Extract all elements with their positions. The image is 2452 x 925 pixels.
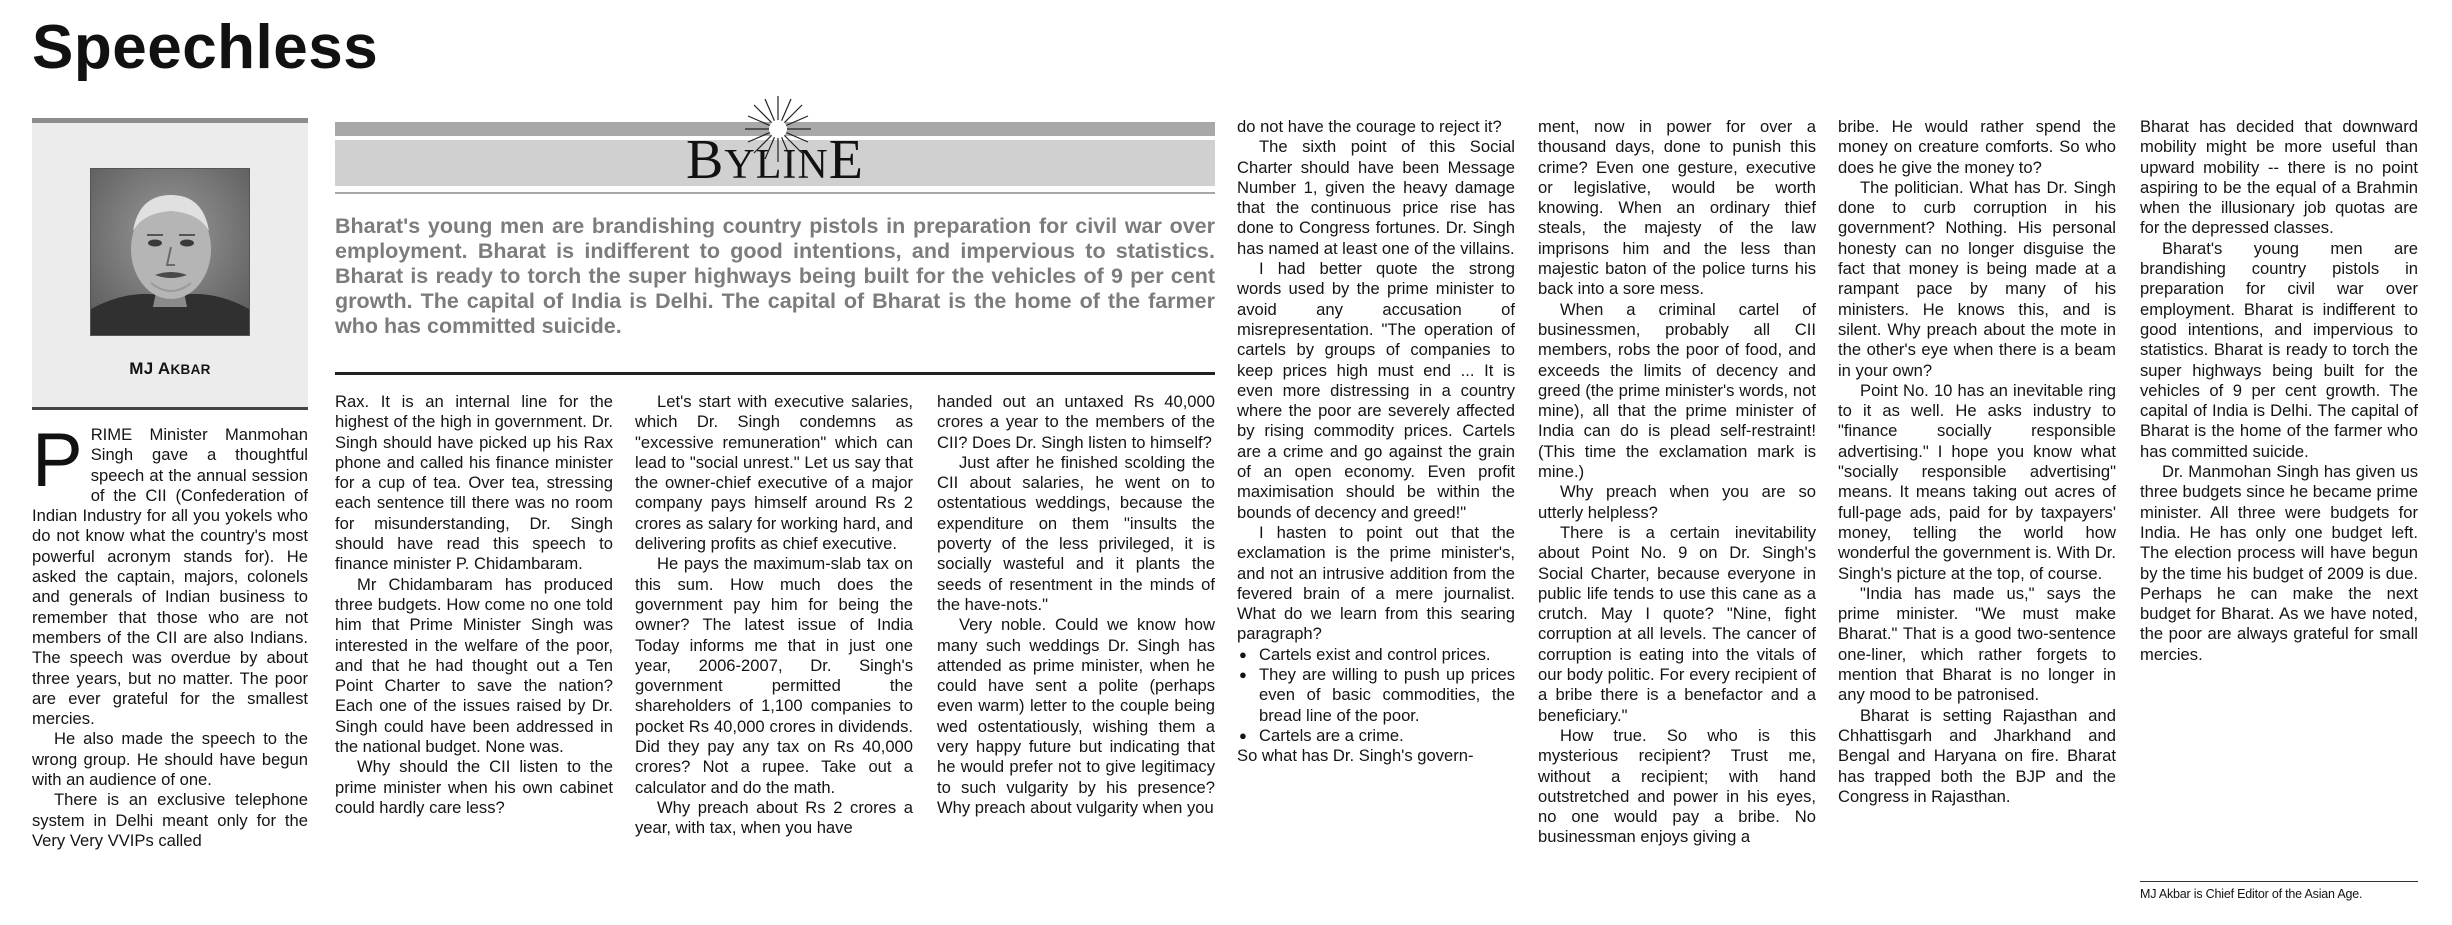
paragraph: Let's start with executive salaries, which Dr. Singh condemns as "excessive remuneration" which can lead to "social unrest." Let us say that the owner-chief executive of a major company pays himself around Rs 2 crores as salary for working hard, and delivering profits as chief executive. xyxy=(635,392,913,554)
paragraph: The politician. What has Dr. Singh done to curb corruption in his government? Nothing. His personal honesty can no longer disguise the fact that money is being made at a rampant pace by many of his ministers. He knows this, and is silent. Why preach about the mote in the other's eye when there is a beam in your own? xyxy=(1838,177,2116,380)
paragraph: How true. So who is this mysterious recipient? Trust me, without a recipient; with hand outstretched and power in his eyes, no one would pay a bribe. No businessman enjoys giving a xyxy=(1538,725,1816,847)
author-photo xyxy=(90,168,250,336)
paragraph: He also made the speech to the wrong group. He should have begun with an audience of one. xyxy=(32,729,308,790)
bullet-list xyxy=(1237,645,1515,746)
paragraph: Mr Chidambaram has produced three budgets. How come no one told him that Prime Minister Singh was interested in the welfare of the poor, and that he had thought out a Ten Point Charter to save the nation? Each one of the issues raised by Dr. Singh could have been addressed in the national budget. None was. xyxy=(335,574,613,757)
list-item: ● Cartels exist and control prices. xyxy=(1237,645,1515,665)
paragraph-text: RIME Minister Manmohan Singh gave a thoughtful speech at the annual session of the CII (Confederation of Indian Industry for all you yokels who do not know what the country's most powerful acronym stands for). He asked the captain, majors, colonels and generals of Indian business to remember that those who are not members of the CII are also Indians. The speech was overdue by about three years, but no matter. The poor are ever grateful for the smallest mercies. xyxy=(32,425,308,729)
author-name-rest: KBAR xyxy=(170,362,211,377)
paragraph: handed out an untaxed Rs 40,000 crores a year to the members of the CII? Does Dr. Singh listen to himself? xyxy=(937,392,1215,452)
paragraph: He pays the maximum-slab tax on this sum. How much does the government pay him for being the owner? The latest issue of India Today informs me that in just one year, 2006-2007, Dr. Singh's government permitted the shareholders of 1,100 companies to pocket Rs 40,000 crores in dividends. Did they pay any tax on Rs 40,000 crores? Not a rupee. Take out a calculator and do the math. xyxy=(635,554,913,797)
paragraph: do not have the courage to reject it? xyxy=(1237,117,1502,136)
author-box xyxy=(32,118,308,410)
byline-logo-letters: YLIN xyxy=(724,142,829,188)
article-column-1 xyxy=(32,418,308,851)
article-column-3 xyxy=(635,392,913,839)
headline: Speechless xyxy=(32,13,379,82)
paragraph: Bharat's young men are brandishing country pistols in preparation for civil war over employment. Bharat is indifferent to good intentions, and impervious to statistics. Bharat is ready to torch the super highways being built for the vehicles of 9 per cent growth. The capital of India is Delhi. The capital of Bharat is the home of the farmer who has committed suicide. xyxy=(2140,238,2418,461)
deck-summary: Bharat's young men are brandishing country pistols in preparation for civil war over employment. Bharat is indifferent to good intentions, and impervious to statistics. Bharat is ready to torch the super highways being built for the vehicles of 9 per cent growth. The capital of India is Delhi. The capital of Bharat is the home of the farmer who has committed suicide. xyxy=(335,214,1215,338)
article-column-7 xyxy=(1838,117,2116,807)
starburst-icon xyxy=(743,94,813,164)
article-column-2 xyxy=(335,392,613,818)
article-column-5 xyxy=(1237,117,1515,767)
article-column-8 xyxy=(2140,117,2418,665)
paragraph: Dr. Manmohan Singh has given us three budgets since he became prime minister. All three were budgets for India. He has only one budget left. The election process will have begun by the time his budget of 2009 is due. Perhaps he can make the next budget for Bharat. As we have noted, the poor are always grateful for small mercies. xyxy=(2140,462,2418,664)
author-name xyxy=(32,359,308,379)
paragraph: ment, now in power for over a thousand days, done to punish this crime? Even one gesture, executive or legislative, would be worth knowing. When an ordinary thief steals, the majesty of the law imprisons him and the less than majestic baton of the police turns his back into a sore mess. xyxy=(1538,117,1816,299)
article-column-6 xyxy=(1538,117,1816,848)
paragraph: I had better quote the strong words used by the prime minister to avoid any accusation of misrepresentation. "The operation of cartels by groups of companies to keep prices high must end ... It is even more distressing in a country where the poor are severely affected by rising commodity prices. Cartels are a crime and go against the grain of an open economy. Even profit maximisation should be within the bounds of decency and greed!" xyxy=(1237,259,1515,522)
paragraph: Just after he finished scolding the CII about salaries, he went on to ostentatious weddings, because the expenditure on them "insults the poverty of the less privileged, it is socially wasteful and it plants the seeds of resentment in the minds of the have-nots." xyxy=(937,452,1215,614)
deck-rule xyxy=(335,372,1215,375)
paragraph: "India has made us," says the prime minister. "We must make Bharat." That is a good two-sentence one-liner, which rather forgets to mention that Bharat is no longer in any mood to be patronised. xyxy=(1838,583,2116,705)
paragraph xyxy=(32,418,308,729)
paragraph: Why preach when you are so utterly helpless? xyxy=(1538,482,1816,522)
paragraph: Bharat is setting Rajasthan and Chhattisgarh and Jharkhand and Bengal and Haryana on fire. Bharat has trapped both the BJP and the Congress in Rajasthan. xyxy=(1838,705,2116,806)
paragraph: Very noble. Could we know how many such weddings Dr. Singh has attended as prime minister, when he could have sent a polite (perhaps even warm) letter to the couple being wed ostentatiously, wishing them a very happy future but indicating that he would prefer not to give legitimacy to such vulgarity by his presence? Why preach about vulgarity when you xyxy=(937,615,1215,817)
paragraph: Why preach about Rs 2 crores a year, with tax, when you have xyxy=(635,797,913,838)
paragraph: There is an exclusive telephone system in Delhi meant only for the Very Very VVIPs called xyxy=(32,790,308,850)
credit-rule xyxy=(2140,881,2418,882)
byline-logo: BYLINE xyxy=(686,129,864,191)
paragraph: Rax. It is an internal line for the highest of the high in government. Dr. Singh should have picked up his Rax phone and called his finance minister for a cup of tea. Over tea, stressing each sentence till there was no room for misunderstanding, Dr. Singh should have read this speech to finance minister P. Chidambaram. xyxy=(335,392,613,574)
byline-banner xyxy=(335,122,1215,204)
paragraph: The sixth point of this Social Charter should have been Message Number 1, given the heavy damage that the continuous price rise has done to Congress fortunes. Dr. Singh has named at least one of the villains. xyxy=(1237,137,1515,258)
author-credit: MJ Akbar is Chief Editor of the Asian Age. xyxy=(2140,887,2363,901)
paragraph: I hasten to point out that the exclamation is the prime minister's, and not an intrusive addition from the fevered brain of a mere journalist. What do we learn from this searing paragraph? xyxy=(1237,522,1515,644)
list-item: ● Cartels are a crime. xyxy=(1237,726,1515,746)
paragraph: Bharat has decided that downward mobility might be more useful than upward mobility -- there is no point aspiring to be the equal of a Brahmin when the illusionary job quotas are for the depressed classes. xyxy=(2140,117,2418,238)
paragraph: There is a certain inevitability about Point No. 9 on Dr. Singh's Social Charter, because everyone in public life tends to use this cane as a crutch. May I quote? "Nine, fight corruption at all levels. The cancer of corruption is eating into the vitals of our body politic. For every recipient of a bribe there is a benefactor and a beneficiary." xyxy=(1538,522,1816,725)
paragraph: Why should the CII listen to the prime minister when his own cabinet could hardly care less? xyxy=(335,757,613,817)
article-column-4 xyxy=(937,392,1215,818)
paragraph: So what has Dr. Singh's govern- xyxy=(1237,746,1474,766)
paragraph: When a criminal cartel of businessmen, probably all CII members, robs the poor of food, and exceeds the limits of decency and greed (the prime minister's words, not mine), all that the prime minister of India can do is plead self-restraint! (This time the exclamation mark is mine.) xyxy=(1538,299,1816,482)
drop-cap: P xyxy=(32,418,83,503)
paragraph: bribe. He would rather spend the money on creature comforts. So who does he give the money to? xyxy=(1838,117,2116,177)
list-item: ● They are willing to push up prices even of basic commodities, the bread line of the poor. xyxy=(1237,665,1515,726)
author-name-initial: MJ A xyxy=(129,359,171,378)
paragraph: Point No. 10 has an inevitable ring to it as well. He asks industry to "finance socially responsible advertising." I hope you know what "socially responsible advertising" means. It means taking out acres of full-page ads, paid for by taxpayers' money, telling the world how wonderful the government is. With Dr. Singh's picture at the top, of course. xyxy=(1838,380,2116,583)
